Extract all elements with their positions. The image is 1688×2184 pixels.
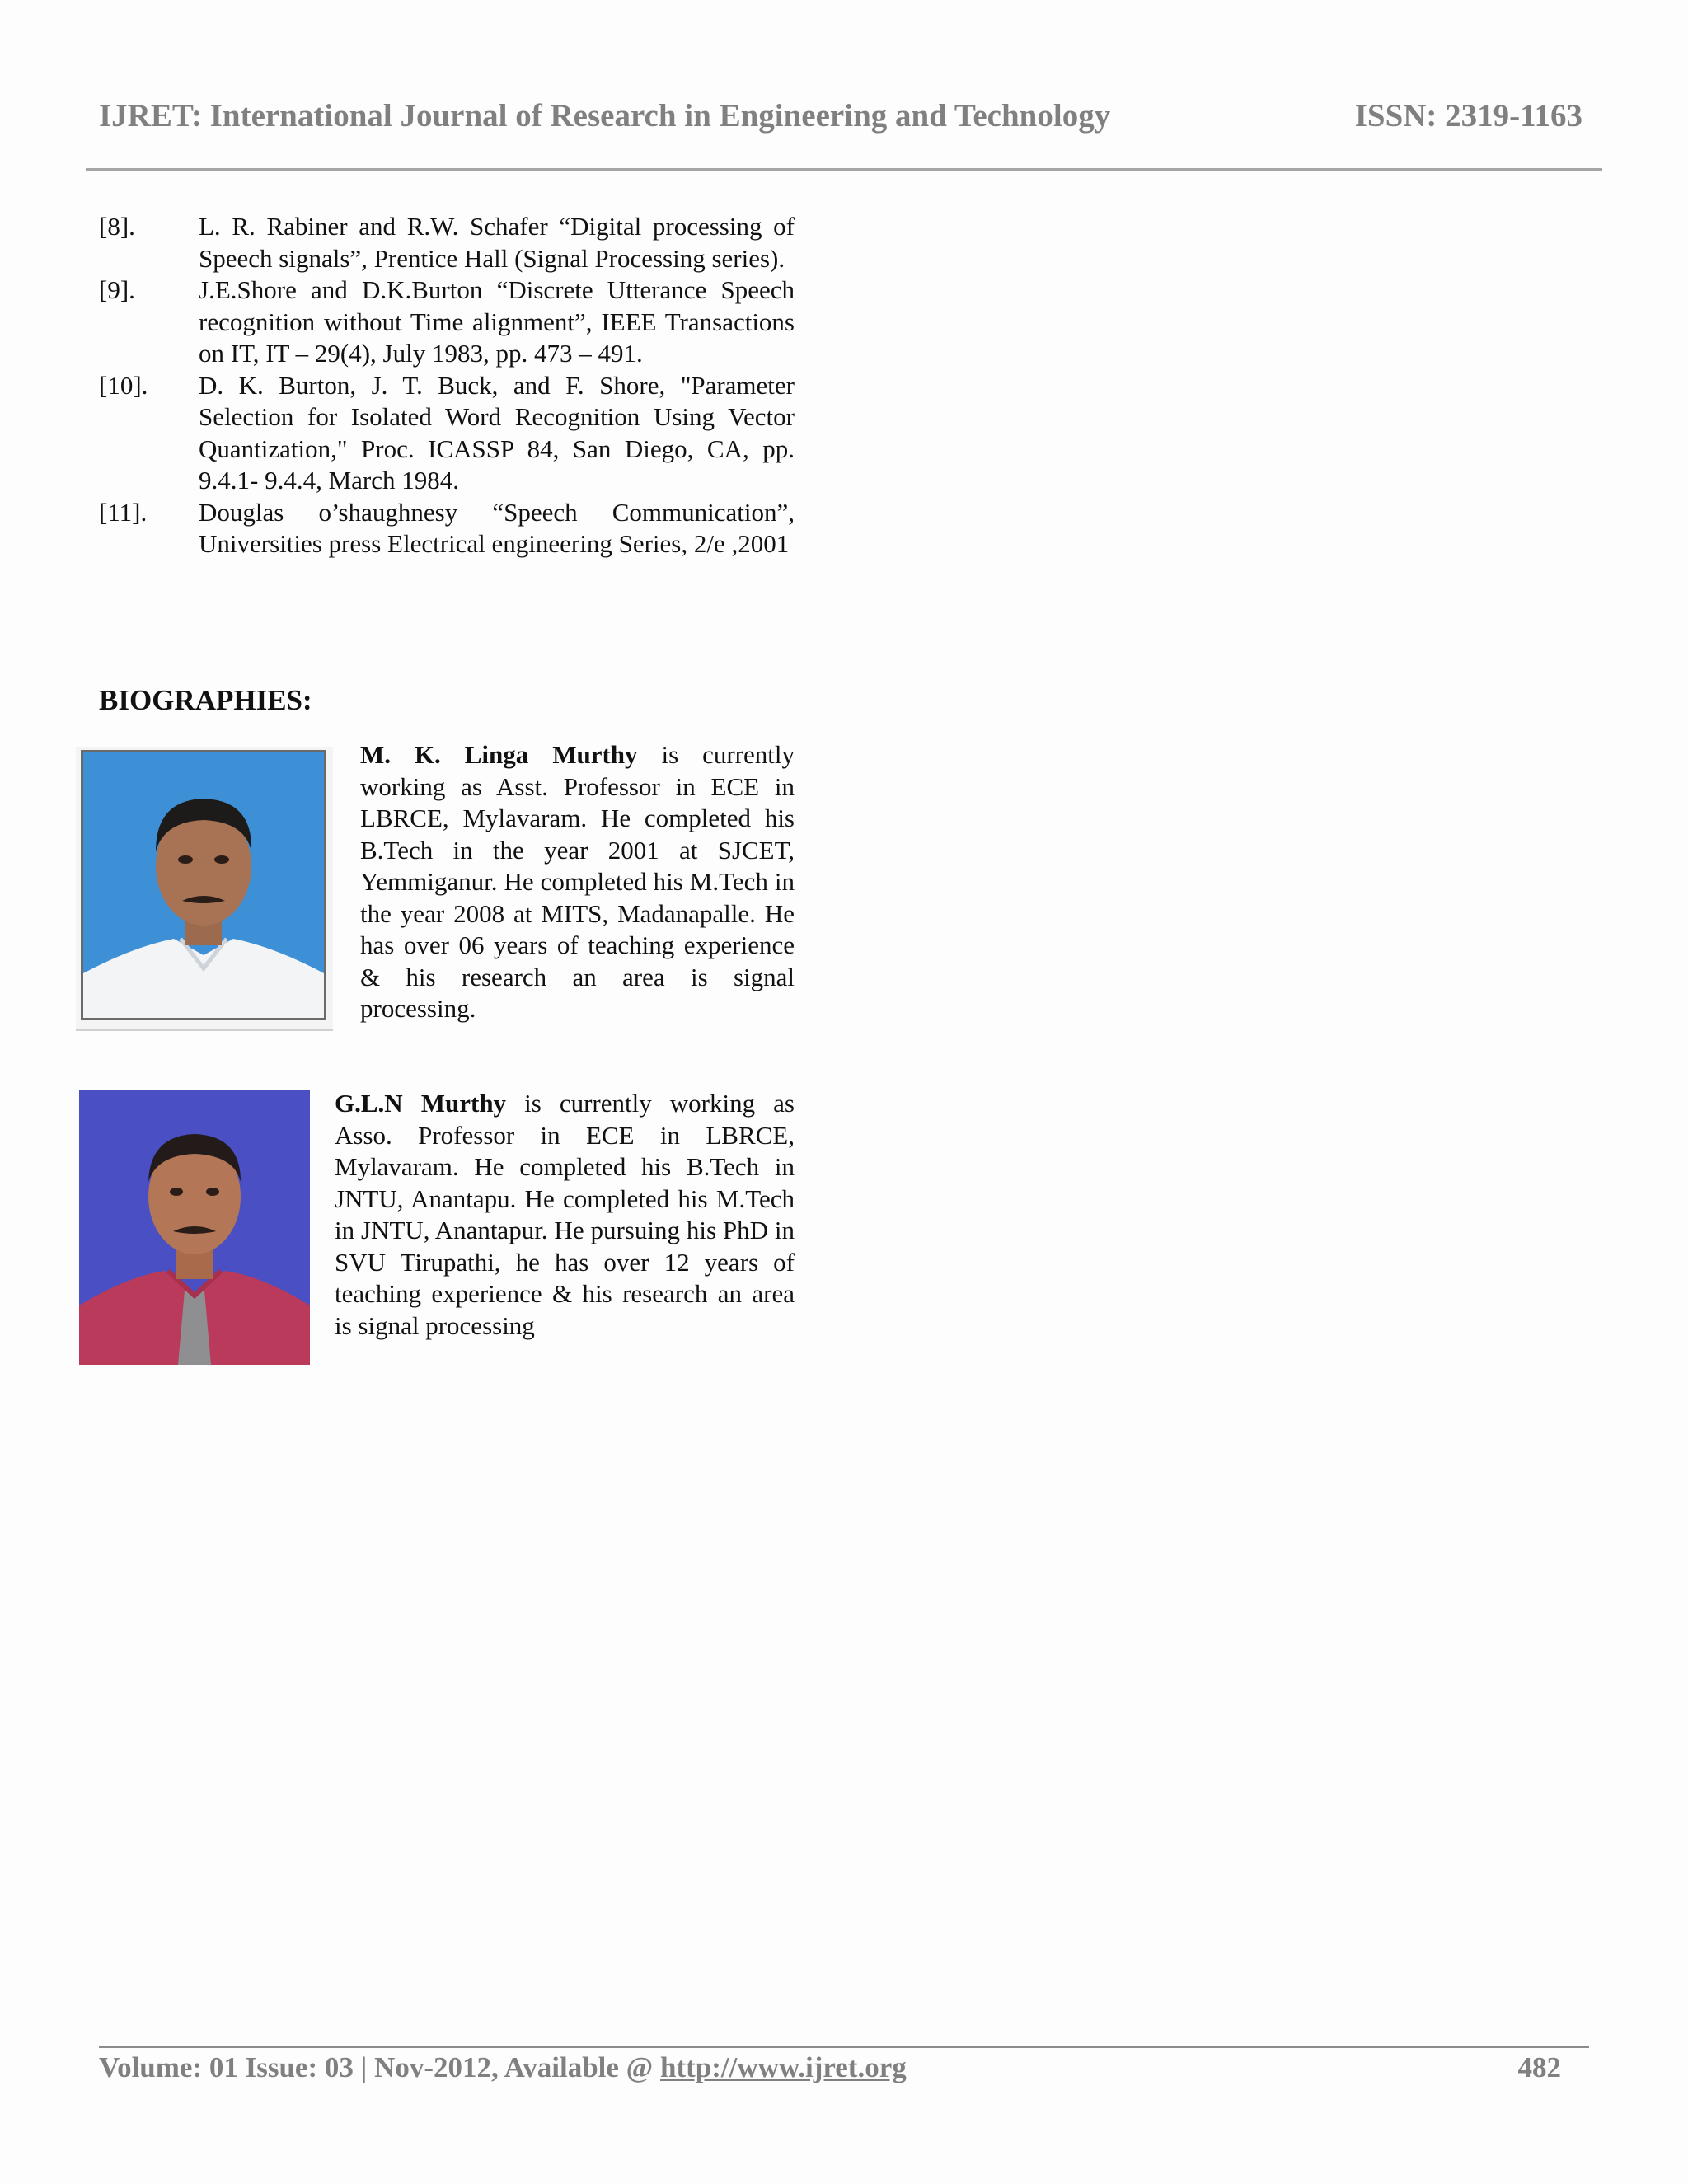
bio-body: is currently working as Asso. Professor in ECE in LBRCE, Mylavaram. He completed his B.Tech in JNTU, Anantapu. He completed his M.Tech in JNTU, Anantapur. He pursuing his PhD in SVU Tirupathi, he has over 12 years of teaching experience & his research an area is signal processing — [335, 1089, 795, 1340]
author-photo-gln-murthy — [79, 1090, 310, 1365]
bio-body: is currently working as Asst. Professor in ECE in LBRCE, Mylavaram. He completed his B.Tech in the year 2001 at SJCET, Yemmiganur. He completed his M.Tech in the year 2008 at MITS, Madanapalle. He has over 06 years of teaching experience & his research an area is signal processing. — [360, 740, 795, 1023]
header-divider — [86, 168, 1602, 171]
running-footer — [99, 2047, 1561, 2088]
reference-item — [99, 274, 795, 370]
reference-number: [9]. — [99, 275, 135, 304]
reference-text: D. K. Burton, J. T. Buck, and F. Shore, "Parameter Selection for Isolated Word Recognition Using Vector Quantization," Proc. ICASSP 84, San Diego, CA, pp. 9.4.1- 9.4.4, March 1984. — [199, 370, 795, 494]
portrait-illustration — [83, 752, 324, 1018]
biographies-heading: BIOGRAPHIES: — [99, 684, 312, 716]
footer-volume — [99, 2051, 907, 2084]
reference-text: J.E.Shore and D.K.Burton “Discrete Utterance Speech recognition without Time alignment”, IEEE Transactions on IT, IT – 29(4), July 1983, pp. 473 – 491. — [199, 275, 795, 368]
journal-title: IJRET: International Journal of Research in Engineering and Technology — [99, 98, 1111, 134]
reference-number: [11]. — [99, 497, 148, 527]
reference-list — [99, 211, 795, 560]
issn-label: ISSN: 2319-1163 — [1354, 98, 1582, 134]
author-photo-linga-murthy — [81, 750, 326, 1020]
bio-linga-murthy — [360, 739, 795, 1025]
reference-item — [99, 211, 795, 274]
bio-gln-murthy — [335, 1088, 795, 1342]
reference-item — [99, 370, 795, 497]
reference-text: Douglas o’shaughnesy “Speech Communication”, Universities press Electrical engineering Series, 2/e ,2001 — [199, 497, 795, 558]
page-number: 482 — [1517, 2051, 1561, 2083]
portrait-illustration — [79, 1090, 310, 1365]
reference-number: [8]. — [99, 212, 135, 241]
reference-text: L. R. Rabiner and R.W. Schafer “Digital processing of Speech signals”, Prentice Hall (Signal Processing series). — [199, 212, 795, 273]
running-header — [99, 97, 1582, 147]
volume-info: Volume: 01 Issue: 03 | Nov-2012, Available @ — [99, 2051, 660, 2083]
bio-name: M. K. Linga Murthy — [360, 740, 638, 769]
reference-number: [10]. — [99, 370, 148, 400]
reference-item — [99, 497, 795, 560]
journal-link[interactable]: http://www.ijret.org — [659, 2051, 907, 2083]
bio-name: G.L.N Murthy — [335, 1089, 507, 1118]
